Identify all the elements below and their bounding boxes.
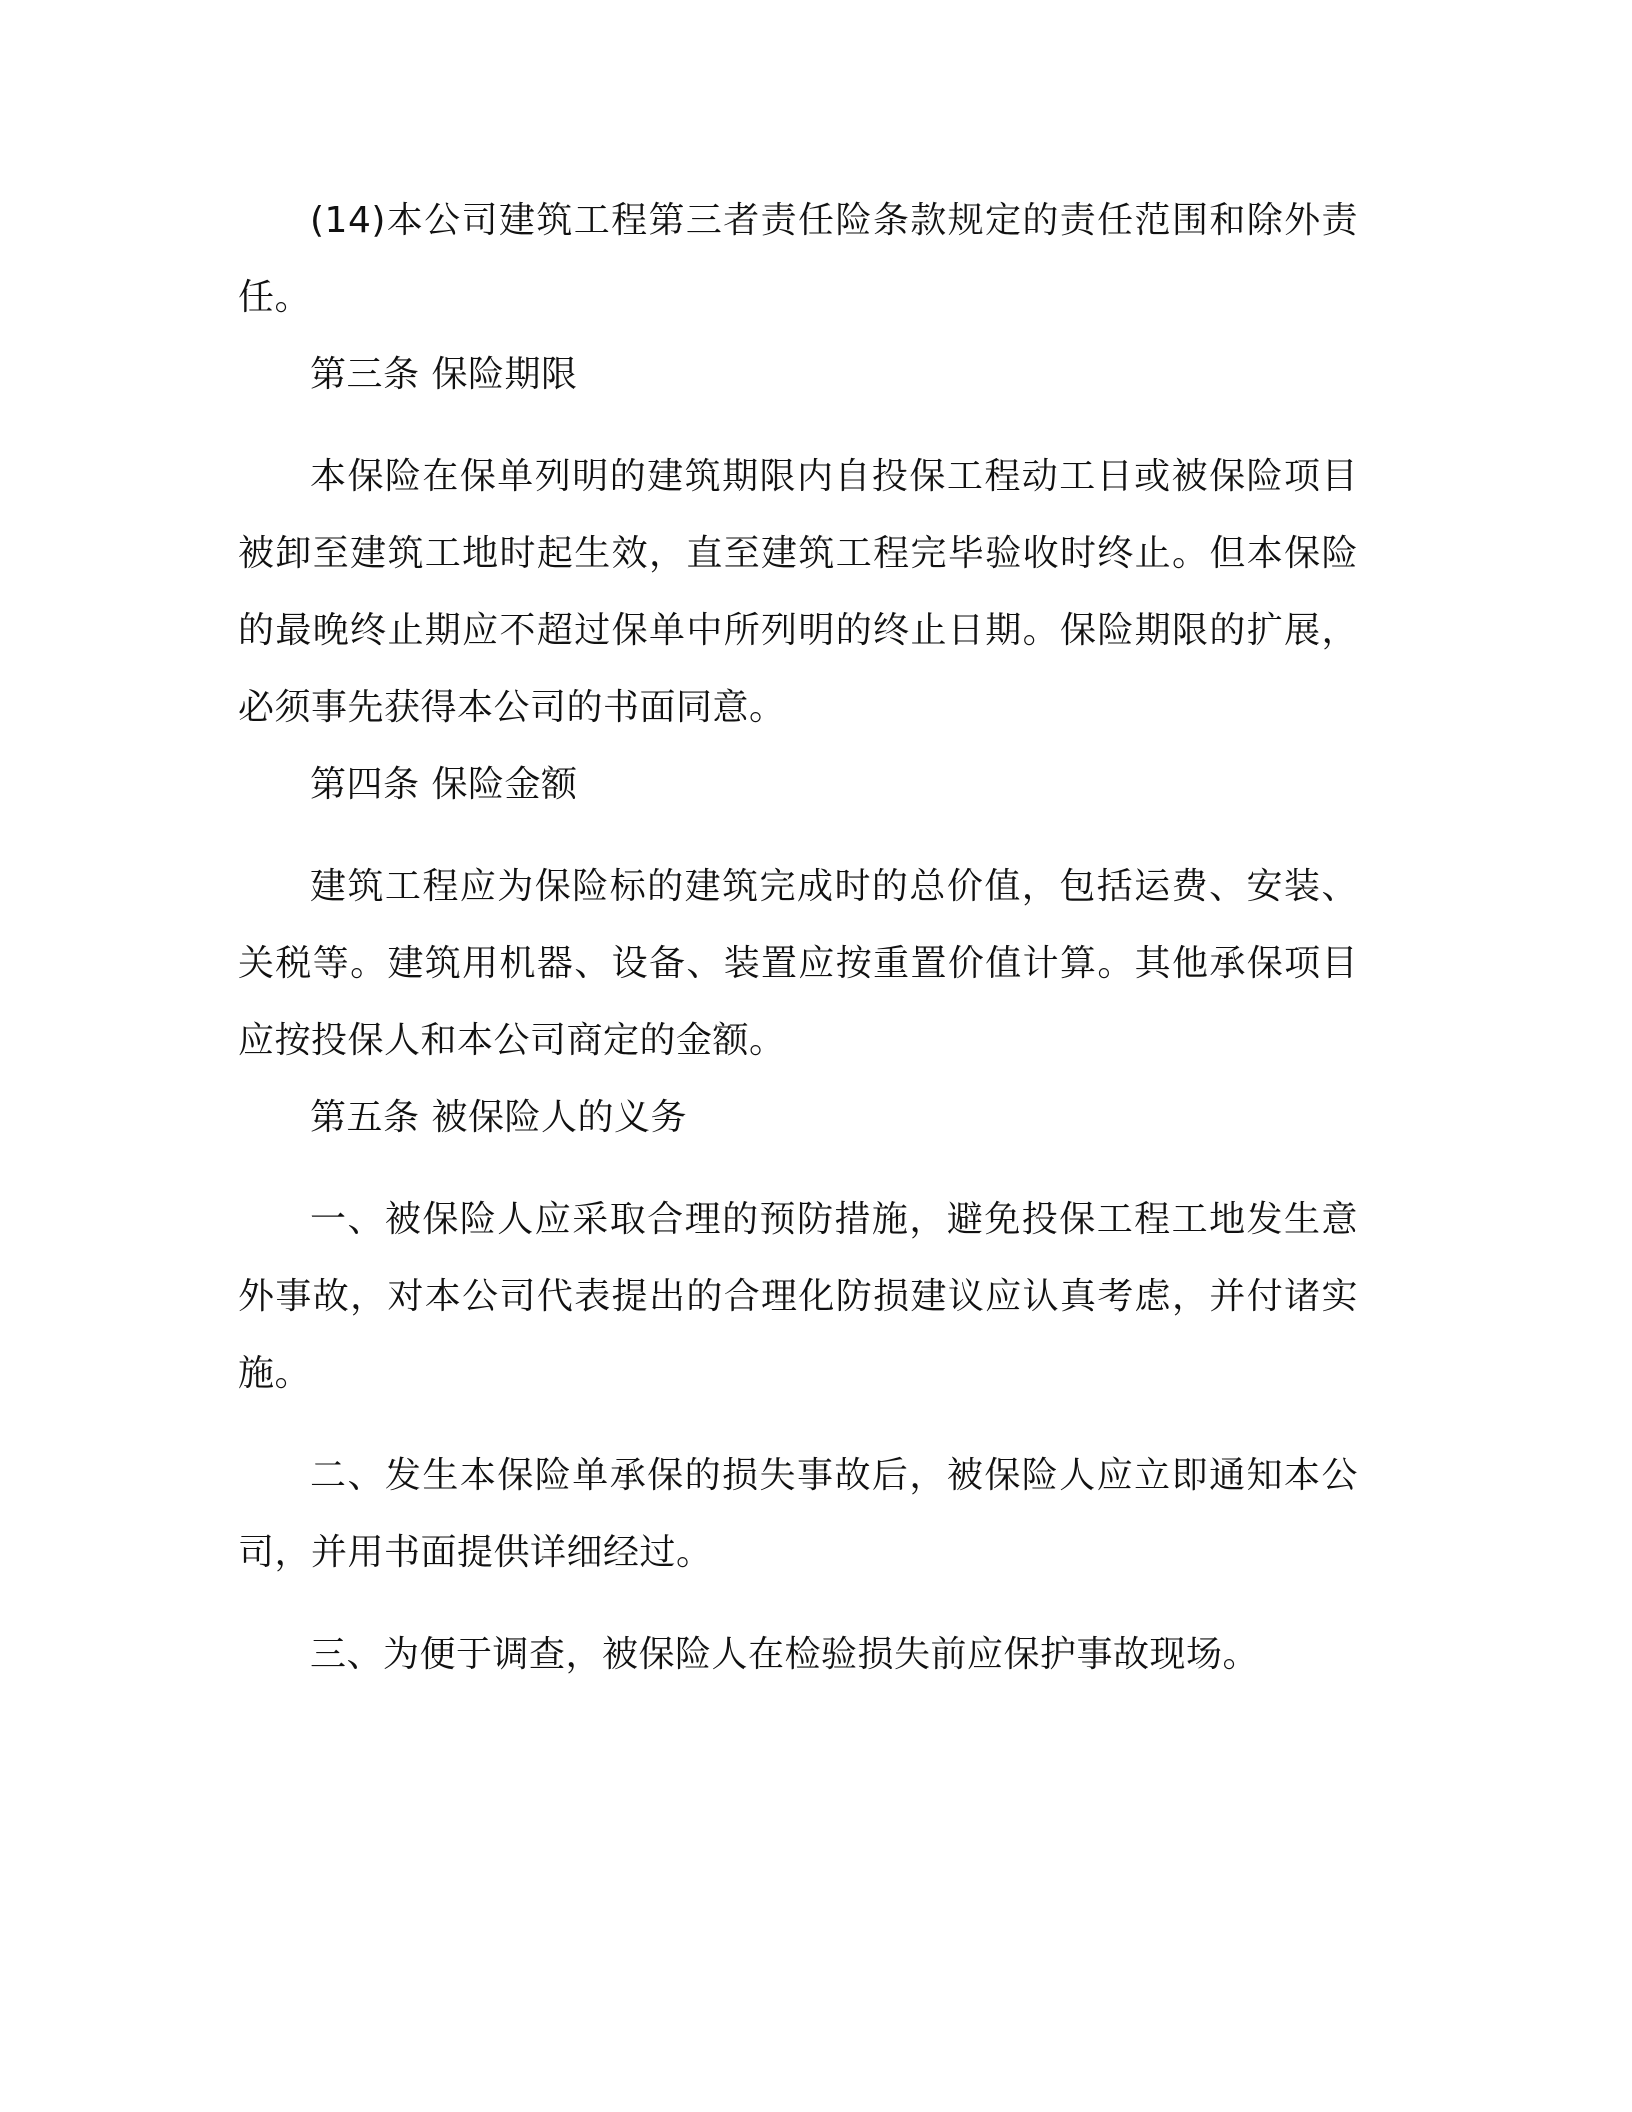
paragraph-clause-14: (14)本公司建筑工程第三者责任险条款规定的责任范围和除外责任。: [238, 200, 1358, 318]
paragraph-insured-amount: 建筑工程应为保险标的建筑完成时的总价值，包括运费、安装、关税等。建筑用机器、设备、装置应按重置价值计算。其他承保项目应按投保人和本公司商定的金额。: [238, 866, 1358, 1061]
document-body: [238, 182, 1358, 1693]
heading-article-5: 第五条 被保险人的义务: [310, 1097, 687, 1138]
heading-article-3: 第三条 保险期限: [310, 354, 578, 395]
paragraph-obligation-2: 二、发生本保险单承保的损失事故后，被保险人应立即通知本公司，并用书面提供详细经过。: [238, 1455, 1358, 1573]
paragraph-insurance-period: 本保险在保单列明的建筑期限内自投保工程动工日或被保险项目被卸至建筑工地时起生效，直至建筑工程完毕验收时终止。但本保险的最晚终止期应不超过保单中所列明的终止日期。保险期限的扩展，必须事先获得本公司的书面同意。: [238, 456, 1358, 728]
paragraph-obligation-1: 一、被保险人应采取合理的预防措施，避免投保工程工地发生意外事故，对本公司代表提出的合理化防损建议应认真考虑，并付诸实施。: [238, 1199, 1358, 1394]
heading-article-4: 第四条 保险金额: [310, 764, 578, 805]
paragraph-obligation-3: 三、为便于调查，被保险人在检验损失前应保护事故现场。: [310, 1634, 1260, 1675]
